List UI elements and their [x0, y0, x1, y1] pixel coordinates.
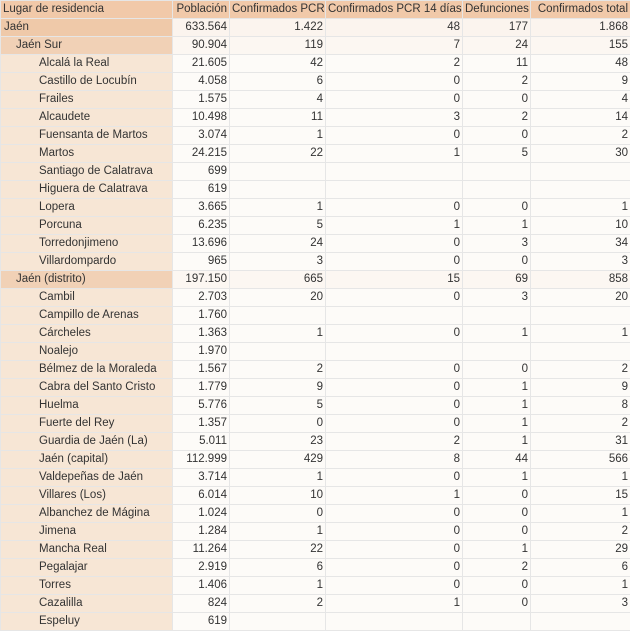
cell-confirmados-pcr-14-dias: 8 [326, 451, 463, 469]
table-row [1, 217, 630, 235]
table-row [1, 55, 630, 73]
cell-confirmados-pcr: 1 [230, 127, 326, 145]
table-row [1, 325, 630, 343]
cell-poblacion: 619 [173, 613, 230, 631]
cell-poblacion: 24.215 [173, 145, 230, 163]
cell-lugar[interactable]: Lopera [1, 199, 173, 217]
cell-lugar[interactable]: Albanchez de Mágina [1, 505, 173, 523]
table-row [1, 199, 630, 217]
cell-poblacion: 10.498 [173, 109, 230, 127]
cell-poblacion: 3.074 [173, 127, 230, 145]
cell-lugar[interactable]: Jaén [1, 19, 173, 37]
cell-poblacion: 1.779 [173, 379, 230, 397]
cell-poblacion: 2.703 [173, 289, 230, 307]
cell-confirmados-total: 30 [531, 145, 630, 163]
cell-poblacion: 2.919 [173, 559, 230, 577]
cell-lugar[interactable]: Mancha Real [1, 541, 173, 559]
cell-defunciones: 0 [463, 505, 531, 523]
cell-lugar[interactable]: Jaén (capital) [1, 451, 173, 469]
cell-lugar[interactable]: Campillo de Arenas [1, 307, 173, 325]
cell-confirmados-pcr-14-dias: 0 [326, 127, 463, 145]
cell-confirmados-pcr-14-dias: 0 [326, 541, 463, 559]
cell-confirmados-pcr [230, 163, 326, 181]
header-poblacion[interactable]: Población [173, 1, 230, 19]
cell-confirmados-total: 1 [531, 199, 630, 217]
cell-lugar[interactable]: Santiago de Calatrava [1, 163, 173, 181]
cell-confirmados-pcr: 4 [230, 91, 326, 109]
cell-confirmados-total: 6 [531, 559, 630, 577]
cell-poblacion: 1.284 [173, 523, 230, 541]
cell-confirmados-total: 3 [531, 595, 630, 613]
cell-defunciones [463, 343, 531, 361]
cell-defunciones: 3 [463, 289, 531, 307]
table-row [1, 397, 630, 415]
cell-lugar[interactable]: Cambil [1, 289, 173, 307]
table-row [1, 595, 630, 613]
cell-poblacion: 1.357 [173, 415, 230, 433]
cell-confirmados-pcr-14-dias: 0 [326, 73, 463, 91]
cell-defunciones: 44 [463, 451, 531, 469]
cell-confirmados-total: 2 [531, 415, 630, 433]
cell-poblacion: 5.776 [173, 397, 230, 415]
cell-confirmados-pcr: 11 [230, 109, 326, 127]
cell-defunciones: 0 [463, 91, 531, 109]
cell-confirmados-pcr-14-dias: 2 [326, 55, 463, 73]
cell-defunciones: 1 [463, 469, 531, 487]
table-row [1, 415, 630, 433]
cell-lugar[interactable]: Espeluy [1, 613, 173, 631]
cell-confirmados-total: 29 [531, 541, 630, 559]
cell-defunciones [463, 307, 531, 325]
cell-poblacion: 6.235 [173, 217, 230, 235]
table-row [1, 19, 630, 37]
table-body [1, 19, 630, 631]
cell-confirmados-pcr-14-dias: 0 [326, 559, 463, 577]
cell-defunciones: 0 [463, 253, 531, 271]
cell-poblacion: 965 [173, 253, 230, 271]
cell-confirmados-pcr: 22 [230, 145, 326, 163]
table-row [1, 91, 630, 109]
cell-confirmados-pcr: 20 [230, 289, 326, 307]
cell-confirmados-total: 858 [531, 271, 630, 289]
table-row [1, 145, 630, 163]
cell-confirmados-pcr-14-dias: 0 [326, 505, 463, 523]
cell-poblacion: 3.714 [173, 469, 230, 487]
cell-confirmados-total: 31 [531, 433, 630, 451]
cell-defunciones: 24 [463, 37, 531, 55]
table-row [1, 127, 630, 145]
cell-confirmados-pcr: 6 [230, 73, 326, 91]
cell-confirmados-pcr-14-dias [326, 613, 463, 631]
cell-defunciones: 1 [463, 415, 531, 433]
table-row [1, 379, 630, 397]
cell-confirmados-pcr: 1 [230, 469, 326, 487]
cell-poblacion: 1.024 [173, 505, 230, 523]
cell-confirmados-pcr: 0 [230, 505, 326, 523]
table-row [1, 577, 630, 595]
cell-poblacion: 4.058 [173, 73, 230, 91]
table-row [1, 73, 630, 91]
cell-lugar[interactable]: Alcalá la Real [1, 55, 173, 73]
cell-confirmados-pcr-14-dias: 0 [326, 235, 463, 253]
cell-confirmados-pcr-14-dias: 0 [326, 199, 463, 217]
cell-poblacion: 1.406 [173, 577, 230, 595]
cell-poblacion: 1.760 [173, 307, 230, 325]
cell-lugar[interactable]: Villardompardo [1, 253, 173, 271]
cell-confirmados-total [531, 163, 630, 181]
cell-defunciones: 2 [463, 109, 531, 127]
cell-defunciones: 0 [463, 577, 531, 595]
cell-lugar[interactable]: Fuensanta de Martos [1, 127, 173, 145]
cell-confirmados-total: 9 [531, 73, 630, 91]
table-row [1, 523, 630, 541]
cell-confirmados-total: 1 [531, 577, 630, 595]
cell-defunciones: 0 [463, 127, 531, 145]
cell-defunciones: 11 [463, 55, 531, 73]
cell-defunciones [463, 613, 531, 631]
cell-confirmados-total: 10 [531, 217, 630, 235]
cell-confirmados-pcr: 10 [230, 487, 326, 505]
cell-confirmados-pcr: 0 [230, 415, 326, 433]
cell-confirmados-total: 1.868 [531, 19, 630, 37]
cell-defunciones: 5 [463, 145, 531, 163]
cell-lugar[interactable]: Porcuna [1, 217, 173, 235]
cell-confirmados-pcr-14-dias [326, 181, 463, 199]
table-row [1, 361, 630, 379]
cell-poblacion: 1.363 [173, 325, 230, 343]
cell-confirmados-pcr-14-dias: 0 [326, 415, 463, 433]
cell-lugar[interactable]: Pegalajar [1, 559, 173, 577]
table-row [1, 109, 630, 127]
cell-confirmados-pcr: 5 [230, 397, 326, 415]
cell-confirmados-total: 1 [531, 469, 630, 487]
cell-poblacion: 13.696 [173, 235, 230, 253]
cell-confirmados-pcr-14-dias: 0 [326, 397, 463, 415]
cell-confirmados-pcr [230, 181, 326, 199]
cell-lugar[interactable]: Cazalilla [1, 595, 173, 613]
header-lugar-de-residencia[interactable]: Lugar de residencia [1, 1, 173, 19]
cell-confirmados-pcr: 119 [230, 37, 326, 55]
cell-confirmados-pcr: 1 [230, 577, 326, 595]
cell-defunciones: 0 [463, 595, 531, 613]
cell-confirmados-pcr: 1 [230, 199, 326, 217]
cell-confirmados-total: 566 [531, 451, 630, 469]
cell-defunciones: 2 [463, 73, 531, 91]
table-row [1, 541, 630, 559]
cell-lugar[interactable]: Villares (Los) [1, 487, 173, 505]
cell-confirmados-pcr [230, 307, 326, 325]
cell-lugar[interactable]: Higuera de Calatrava [1, 181, 173, 199]
cell-confirmados-pcr: 429 [230, 451, 326, 469]
cell-defunciones: 69 [463, 271, 531, 289]
table-row [1, 343, 630, 361]
cell-confirmados-pcr-14-dias: 1 [326, 487, 463, 505]
cell-confirmados-total: 1 [531, 505, 630, 523]
cell-confirmados-pcr-14-dias: 1 [326, 217, 463, 235]
table-row [1, 307, 630, 325]
cell-confirmados-pcr-14-dias: 0 [326, 361, 463, 379]
cell-poblacion: 619 [173, 181, 230, 199]
cell-defunciones [463, 181, 531, 199]
cell-defunciones: 2 [463, 559, 531, 577]
cell-defunciones: 0 [463, 361, 531, 379]
header-row [1, 1, 630, 19]
cell-confirmados-pcr-14-dias: 0 [326, 289, 463, 307]
cell-poblacion: 6.014 [173, 487, 230, 505]
cell-confirmados-pcr-14-dias: 0 [326, 253, 463, 271]
cell-confirmados-total: 155 [531, 37, 630, 55]
cell-poblacion: 633.564 [173, 19, 230, 37]
cell-defunciones: 1 [463, 541, 531, 559]
cell-confirmados-pcr: 6 [230, 559, 326, 577]
cell-confirmados-pcr: 1 [230, 523, 326, 541]
cell-poblacion: 21.605 [173, 55, 230, 73]
cell-confirmados-pcr-14-dias: 0 [326, 469, 463, 487]
cell-confirmados-pcr-14-dias: 3 [326, 109, 463, 127]
cell-lugar[interactable]: Cabra del Santo Cristo [1, 379, 173, 397]
cell-confirmados-total [531, 181, 630, 199]
cell-lugar[interactable]: Castillo de Locubín [1, 73, 173, 91]
cell-lugar[interactable]: Huelma [1, 397, 173, 415]
cell-defunciones: 177 [463, 19, 531, 37]
cell-confirmados-total: 2 [531, 361, 630, 379]
cell-lugar[interactable]: Jaén (distrito) [1, 271, 173, 289]
cell-poblacion: 824 [173, 595, 230, 613]
cell-confirmados-total: 2 [531, 523, 630, 541]
cell-lugar[interactable]: Martos [1, 145, 173, 163]
cell-defunciones: 1 [463, 379, 531, 397]
cell-poblacion: 1.575 [173, 91, 230, 109]
cell-confirmados-pcr-14-dias: 0 [326, 91, 463, 109]
cell-lugar[interactable]: Valdepeñas de Jaén [1, 469, 173, 487]
cell-lugar[interactable]: Fuerte del Rey [1, 415, 173, 433]
cell-confirmados-pcr: 1 [230, 325, 326, 343]
cell-confirmados-total: 48 [531, 55, 630, 73]
cell-confirmados-pcr: 1.422 [230, 19, 326, 37]
table-row [1, 253, 630, 271]
cell-defunciones [463, 163, 531, 181]
cell-confirmados-pcr-14-dias: 1 [326, 145, 463, 163]
cell-confirmados-pcr [230, 613, 326, 631]
cell-poblacion: 1.567 [173, 361, 230, 379]
cell-confirmados-total: 1 [531, 325, 630, 343]
cell-defunciones: 0 [463, 523, 531, 541]
cell-confirmados-pcr-14-dias: 0 [326, 523, 463, 541]
cell-confirmados-pcr-14-dias: 0 [326, 379, 463, 397]
table-row [1, 163, 630, 181]
cell-poblacion: 90.904 [173, 37, 230, 55]
cell-confirmados-pcr: 665 [230, 271, 326, 289]
cell-confirmados-pcr: 23 [230, 433, 326, 451]
table-row [1, 433, 630, 451]
cell-lugar[interactable]: Cárcheles [1, 325, 173, 343]
cell-lugar[interactable]: Noalejo [1, 343, 173, 361]
cell-poblacion: 112.999 [173, 451, 230, 469]
cell-lugar[interactable]: Bélmez de la Moraleda [1, 361, 173, 379]
cell-confirmados-pcr: 2 [230, 595, 326, 613]
cell-confirmados-pcr [230, 343, 326, 361]
cell-confirmados-pcr: 24 [230, 235, 326, 253]
cell-poblacion: 3.665 [173, 199, 230, 217]
cell-confirmados-total: 3 [531, 253, 630, 271]
cell-confirmados-total: 20 [531, 289, 630, 307]
cell-lugar[interactable]: Jimena [1, 523, 173, 541]
cell-lugar[interactable]: Torredonjimeno [1, 235, 173, 253]
cell-confirmados-pcr-14-dias: 15 [326, 271, 463, 289]
cell-confirmados-total: 2 [531, 127, 630, 145]
table-row [1, 451, 630, 469]
table-row [1, 271, 630, 289]
cell-lugar[interactable]: Torres [1, 577, 173, 595]
cell-confirmados-total: 15 [531, 487, 630, 505]
cell-confirmados-pcr-14-dias: 0 [326, 325, 463, 343]
cell-confirmados-pcr: 9 [230, 379, 326, 397]
cell-confirmados-pcr: 2 [230, 361, 326, 379]
table-row [1, 559, 630, 577]
cell-defunciones: 3 [463, 235, 531, 253]
cell-confirmados-total [531, 343, 630, 361]
cell-defunciones: 1 [463, 397, 531, 415]
table-row [1, 289, 630, 307]
cell-confirmados-total [531, 307, 630, 325]
cell-confirmados-pcr: 5 [230, 217, 326, 235]
table-row [1, 487, 630, 505]
cell-confirmados-total: 34 [531, 235, 630, 253]
table-row [1, 235, 630, 253]
cell-confirmados-pcr-14-dias: 2 [326, 433, 463, 451]
cell-defunciones: 1 [463, 325, 531, 343]
table-header [1, 1, 630, 19]
header-confirmados-pcr[interactable]: Confirmados PCR [230, 1, 326, 19]
cell-poblacion: 11.264 [173, 541, 230, 559]
cell-confirmados-total [531, 613, 630, 631]
cell-confirmados-pcr: 22 [230, 541, 326, 559]
table-row [1, 37, 630, 55]
table-row [1, 613, 630, 631]
cell-poblacion: 5.011 [173, 433, 230, 451]
cell-confirmados-pcr-14-dias [326, 343, 463, 361]
table-row [1, 181, 630, 199]
cell-confirmados-pcr-14-dias: 0 [326, 577, 463, 595]
cell-confirmados-pcr-14-dias [326, 307, 463, 325]
cell-confirmados-pcr-14-dias: 48 [326, 19, 463, 37]
cell-confirmados-total: 9 [531, 379, 630, 397]
cell-confirmados-total: 14 [531, 109, 630, 127]
cell-defunciones: 0 [463, 487, 531, 505]
cell-lugar[interactable]: Guardia de Jaén (La) [1, 433, 173, 451]
cell-confirmados-total: 4 [531, 91, 630, 109]
cell-confirmados-pcr-14-dias: 7 [326, 37, 463, 55]
table-row [1, 505, 630, 523]
cell-lugar[interactable]: Jaén Sur [1, 37, 173, 55]
table-row [1, 469, 630, 487]
header-confirmados-pcr-14-dias[interactable]: Confirmados PCR 14 días [326, 1, 463, 19]
cell-confirmados-pcr-14-dias: 1 [326, 595, 463, 613]
cell-confirmados-pcr: 3 [230, 253, 326, 271]
cell-confirmados-pcr: 42 [230, 55, 326, 73]
cell-defunciones: 1 [463, 433, 531, 451]
cell-poblacion: 197.150 [173, 271, 230, 289]
cell-poblacion: 1.970 [173, 343, 230, 361]
cell-poblacion: 699 [173, 163, 230, 181]
cell-lugar[interactable]: Frailes [1, 91, 173, 109]
cell-confirmados-pcr-14-dias [326, 163, 463, 181]
header-confirmados-total[interactable]: Confirmados total [531, 1, 630, 19]
cell-defunciones: 0 [463, 199, 531, 217]
header-defunciones[interactable]: Defunciones [463, 1, 531, 19]
cell-confirmados-total: 8 [531, 397, 630, 415]
cell-defunciones: 1 [463, 217, 531, 235]
cell-lugar[interactable]: Alcaudete [1, 109, 173, 127]
